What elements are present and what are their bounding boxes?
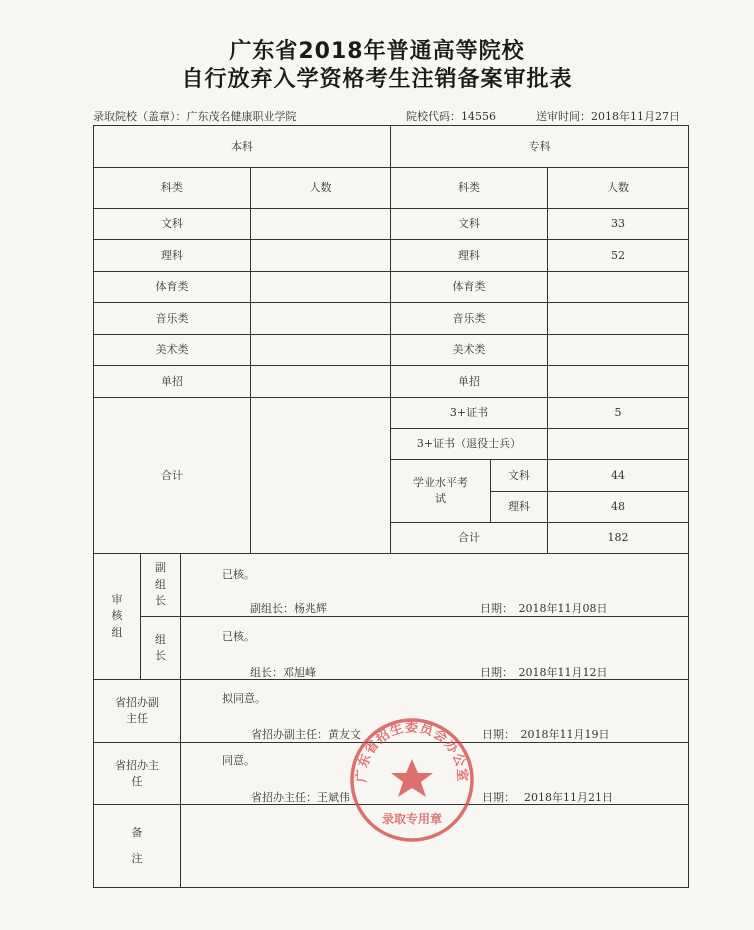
cert-veteran-label: 3+证书（退役士兵） bbox=[391, 429, 548, 460]
svg-text:录取专用章: 录取专用章 bbox=[381, 812, 443, 826]
director-comment: 同意。 bbox=[222, 754, 255, 767]
ben-row-value bbox=[251, 335, 391, 366]
leader-comment: 已核。 bbox=[222, 630, 255, 643]
xueye-li-label: 理科 bbox=[491, 492, 548, 523]
director-date: 日期： 2018年11月21日 bbox=[482, 791, 613, 804]
ben-row-label: 体育类 bbox=[94, 272, 251, 303]
zhuan-row-value bbox=[548, 366, 689, 398]
vice-director-date: 日期： 2018年11月19日 bbox=[482, 728, 610, 741]
leader-sign: 组长：邓旭峰 bbox=[250, 666, 316, 679]
zhuan-row-value bbox=[548, 272, 689, 303]
deputy-comment: 已核。 bbox=[222, 568, 255, 581]
zhuan-col-count: 人数 bbox=[548, 168, 689, 209]
ben-row-value bbox=[251, 209, 391, 240]
zhuan-col-type: 科类 bbox=[391, 168, 548, 209]
title-line-1: 广东省2018年普通高等院校 bbox=[229, 39, 525, 64]
director-sign: 省招办主任：王斌伟 bbox=[251, 791, 350, 804]
zhuan-total-label: 合计 bbox=[391, 523, 548, 554]
ben-row-value bbox=[251, 240, 391, 272]
ben-row-label: 音乐类 bbox=[94, 303, 251, 335]
ben-total-label: 合计 bbox=[94, 398, 251, 554]
zhuan-row-value bbox=[548, 335, 689, 366]
ben-row-label: 文科 bbox=[94, 209, 251, 240]
zhuan-row-value bbox=[548, 303, 689, 335]
ben-col-type: 科类 bbox=[94, 168, 251, 209]
institution-code: 院校代码：14556 bbox=[406, 110, 496, 123]
ben-total-value bbox=[251, 398, 391, 554]
ben-row-label: 美术类 bbox=[94, 335, 251, 366]
deputy-sign: 副组长：杨兆辉 bbox=[250, 602, 327, 615]
ben-row-value bbox=[251, 366, 391, 398]
zhuan-row-label: 美术类 bbox=[391, 335, 548, 366]
xueye-li-value: 48 bbox=[548, 492, 689, 523]
xueye-wen-value: 44 bbox=[548, 460, 689, 492]
institution-label: 录取院校（盖章）：广东茂名健康职业学院 bbox=[93, 110, 297, 123]
vice-director-label: 省招办副主任 bbox=[94, 680, 181, 743]
ben-row-value bbox=[251, 303, 391, 335]
zhuan-row-label: 文科 bbox=[391, 209, 548, 240]
header-benke: 本科 bbox=[94, 126, 391, 168]
header-zhuanke: 专科 bbox=[391, 126, 689, 168]
vice-director-comment: 拟同意。 bbox=[222, 692, 266, 705]
zhuan-row-label: 单招 bbox=[391, 366, 548, 398]
title-line-2: 自行放弃入学资格考生注销备案审批表 bbox=[181, 67, 573, 92]
ben-row-value bbox=[251, 272, 391, 303]
zhuan-row-label: 理科 bbox=[391, 240, 548, 272]
zhuan-row-value: 33 bbox=[548, 209, 689, 240]
svg-text:广东省招生委员会办公室: 广东省招生委员会办公室 bbox=[354, 720, 470, 783]
xueye-text: 学业水平考试 bbox=[413, 476, 468, 505]
remark-label: 备注 bbox=[94, 805, 181, 888]
zhuan-row-label: 体育类 bbox=[391, 272, 548, 303]
enrollment-table bbox=[93, 125, 689, 554]
xueye-wen-label: 文科 bbox=[491, 460, 548, 492]
vice-director-sign: 省招办副主任：黄友文 bbox=[251, 728, 361, 741]
director-label: 省招办主任 bbox=[94, 743, 181, 805]
cert-value: 5 bbox=[548, 398, 689, 429]
deputy-leader-label: 副组长 bbox=[141, 554, 181, 617]
deputy-date: 日期： 2018年11月08日 bbox=[480, 602, 608, 615]
leader-label: 组长 bbox=[141, 617, 181, 680]
zhuan-row-label: 音乐类 bbox=[391, 303, 548, 335]
leader-date: 日期： 2018年11月12日 bbox=[480, 666, 608, 679]
official-seal bbox=[347, 715, 477, 845]
review-group-label: 审核组 bbox=[94, 554, 141, 680]
ben-row-label: 理科 bbox=[94, 240, 251, 272]
submit-date: 送审时间：2018年11月27日 bbox=[536, 110, 680, 123]
cert-veteran-value bbox=[548, 429, 689, 460]
cert-label: 3+证书 bbox=[391, 398, 548, 429]
zhuan-row-value: 52 bbox=[548, 240, 689, 272]
ben-row-label: 单招 bbox=[94, 366, 251, 398]
xueye-label bbox=[391, 460, 491, 523]
ben-col-count: 人数 bbox=[251, 168, 391, 209]
zhuan-total-value: 182 bbox=[548, 523, 689, 554]
